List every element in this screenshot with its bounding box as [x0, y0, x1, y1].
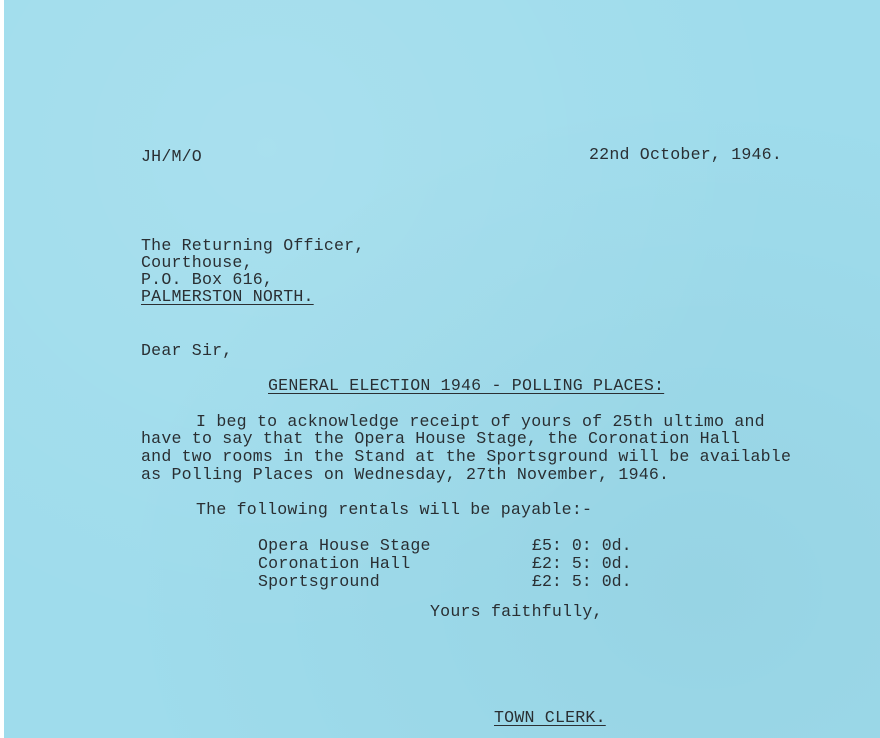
rental-amount: £2: 5: 0d. [532, 572, 632, 591]
body-line: I beg to acknowledge receipt of yours of 25th ultimo and [196, 412, 765, 431]
body-line: have to say that the Opera House Stage, the Coronation Hall [141, 429, 741, 448]
rental-venue: Opera House Stage [258, 536, 431, 555]
salutation: Dear Sir, [141, 341, 233, 360]
closing: Yours faithfully, [430, 602, 603, 621]
rental-amount: £5: 0: 0d. [532, 536, 632, 555]
reference-code: JH/M/O [141, 147, 202, 166]
signatory: TOWN CLERK. [494, 708, 606, 727]
subject-heading: GENERAL ELECTION 1946 - POLLING PLACES: [268, 376, 665, 395]
rental-venue: Coronation Hall [258, 554, 411, 573]
body-line: and two rooms in the Stand at the Sportsground will be available [141, 447, 792, 466]
addressee-city: PALMERSTON NORTH. [141, 287, 314, 306]
letter-date: 22nd October, 1946. [589, 145, 782, 164]
addressee-line: The Returning Officer, [141, 236, 365, 255]
letter-page [4, 0, 880, 738]
rental-amount: £2: 5: 0d. [532, 554, 632, 573]
rental-venue: Sportsground [258, 572, 380, 591]
rentals-intro: The following rentals will be payable:- [196, 500, 593, 519]
addressee-line: Courthouse, [141, 253, 253, 272]
addressee-line: P.O. Box 616, [141, 270, 274, 289]
body-line: as Polling Places on Wednesday, 27th November, 1946. [141, 465, 670, 484]
